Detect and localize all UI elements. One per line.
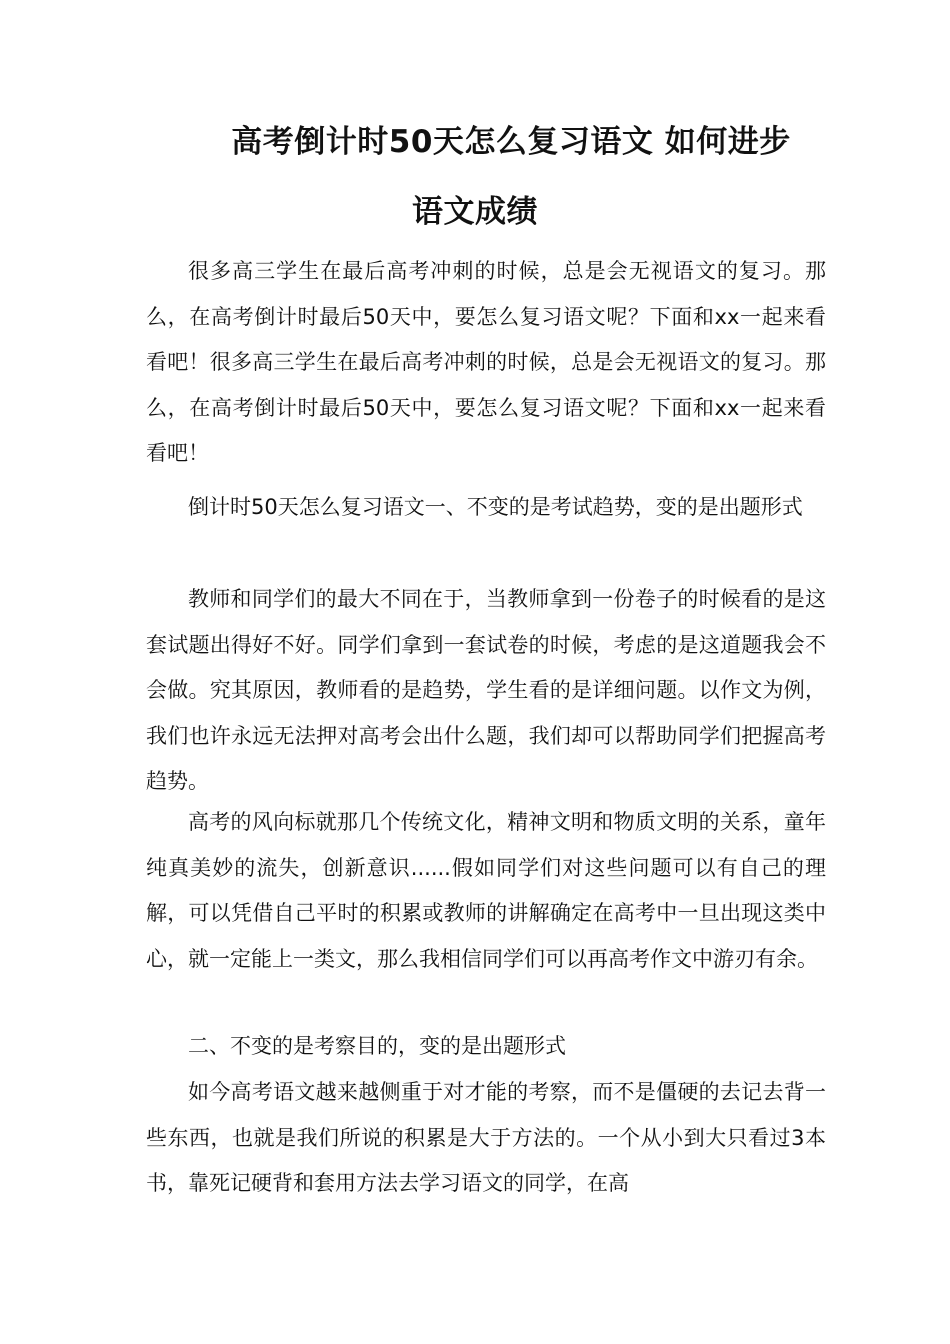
paragraph-teacher-vs-student: 教师和同学们的最大不同在于，当教师拿到一份卷子的时候看的是这套试题出得好不好。同学们拿到一套试卷的时候，考虑的是这道题我会不会做。究其原因，教师看的是趋势，学生看的是详细问题。以作文为例，我们也许永远无法押对高考会出什么题，我们却可以帮助同学们把握高考趋势。 — [146, 587, 826, 793]
paragraph-exam-trends: 高考的风向标就那几个传统文化，精神文明和物质文明的关系，童年纯真美妙的流失，创新意识......假如同学们对这些问题可以有自己的理解，可以凭借自己平时的积累或教师的讲解确定在高考中一旦出现这类中心，就一定能上一类文，那么我相信同学们可以再高考作文中游刃有余。 — [146, 810, 826, 971]
document-title-line-1: 高考倒计时50天怎么复习语文 如何进步 — [231, 124, 791, 160]
paragraph-ability-focus: 如今高考语文越来越侧重于对才能的考察，而不是僵硬的去记去背一些东西，也就是我们所说的积累是大于方法的。一个从小到大只看过3本书，靠死记硬背和套用方法去学习语文的同学，在高 — [146, 1080, 826, 1195]
paragraph-section-2-heading: 二、不变的是考察目的，变的是出题形式 — [188, 1034, 566, 1058]
paragraph-intro: 很多高三学生在最后高考冲刺的时候，总是会无视语文的复习。那么，在高考倒计时最后50天中，要怎么复习语文呢？下面和xx一起来看看吧！很多高三学生在最后高考冲刺的时候，总是会无视语文的复习。那么，在高考倒计时最后50天中，要怎么复习语文呢？下面和xx一起来看看吧！ — [146, 259, 826, 465]
paragraph-section-1-heading: 倒计时50天怎么复习语文一、不变的是考试趋势，变的是出题形式 — [188, 495, 803, 519]
document-title-line-2: 语文成绩 — [412, 194, 538, 230]
